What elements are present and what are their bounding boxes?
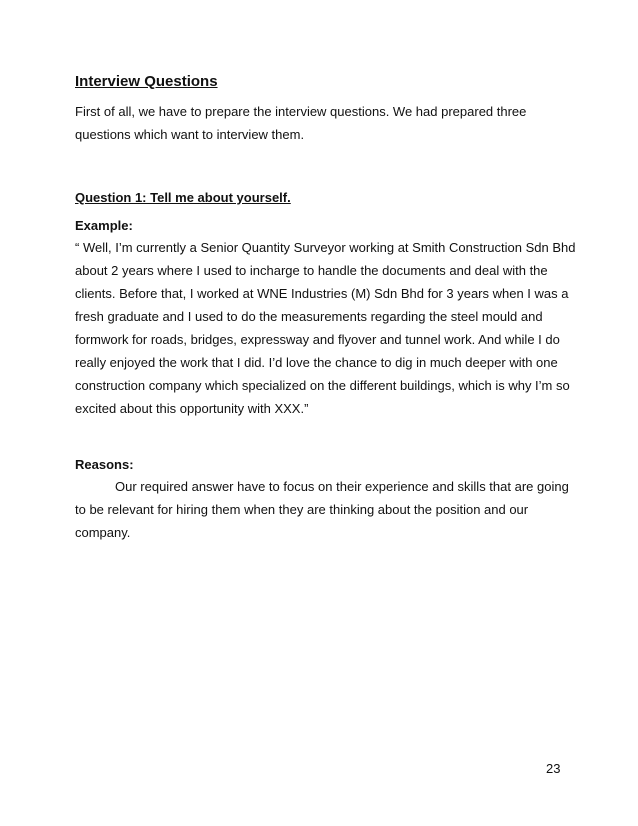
example-paragraph xyxy=(75,236,576,420)
intro-paragraph xyxy=(75,100,570,146)
reasons-paragraph xyxy=(75,475,570,544)
page-number: 23 xyxy=(546,761,561,776)
example-line: about 2 years where I used to incharge to handle the documents and deal with the xyxy=(75,263,548,278)
reasons-line: Our required answer have to focus on their experience and skills that are going xyxy=(115,479,569,494)
example-line: clients. Before that, I worked at WNE Industries (M) Sdn Bhd for 3 years when I was a xyxy=(75,286,569,301)
example-line: “ Well, I’m currently a Senior Quantity Surveyor working at Smith Construction Sdn Bhd xyxy=(75,240,576,255)
example-line: fresh graduate and I used to do the measurements regarding the steel mould and xyxy=(75,309,543,324)
intro-line: questions which want to interview them. xyxy=(75,127,305,142)
reasons-label: Reasons: xyxy=(75,457,134,472)
example-line: construction company which specialized on the different buildings, which is why I’m so xyxy=(75,378,570,393)
reasons-line: to be relevant for hiring them when they are thinking about the position and our xyxy=(75,502,529,517)
example-line: excited about this opportunity with XXX.” xyxy=(75,401,309,416)
reasons-line: company. xyxy=(75,525,131,540)
example-line: formwork for roads, bridges, expressway and flyover and tunnel work. And while I do xyxy=(75,332,560,347)
question-heading: Question 1: Tell me about yourself. xyxy=(75,190,291,205)
example-line: really enjoyed the work that I did. I’d love the chance to dig in much deeper with one xyxy=(75,355,558,370)
intro-line: First of all, we have to prepare the interview questions. We had prepared three xyxy=(75,104,527,119)
example-label: Example: xyxy=(75,218,133,233)
page-title: Interview Questions xyxy=(75,73,218,90)
